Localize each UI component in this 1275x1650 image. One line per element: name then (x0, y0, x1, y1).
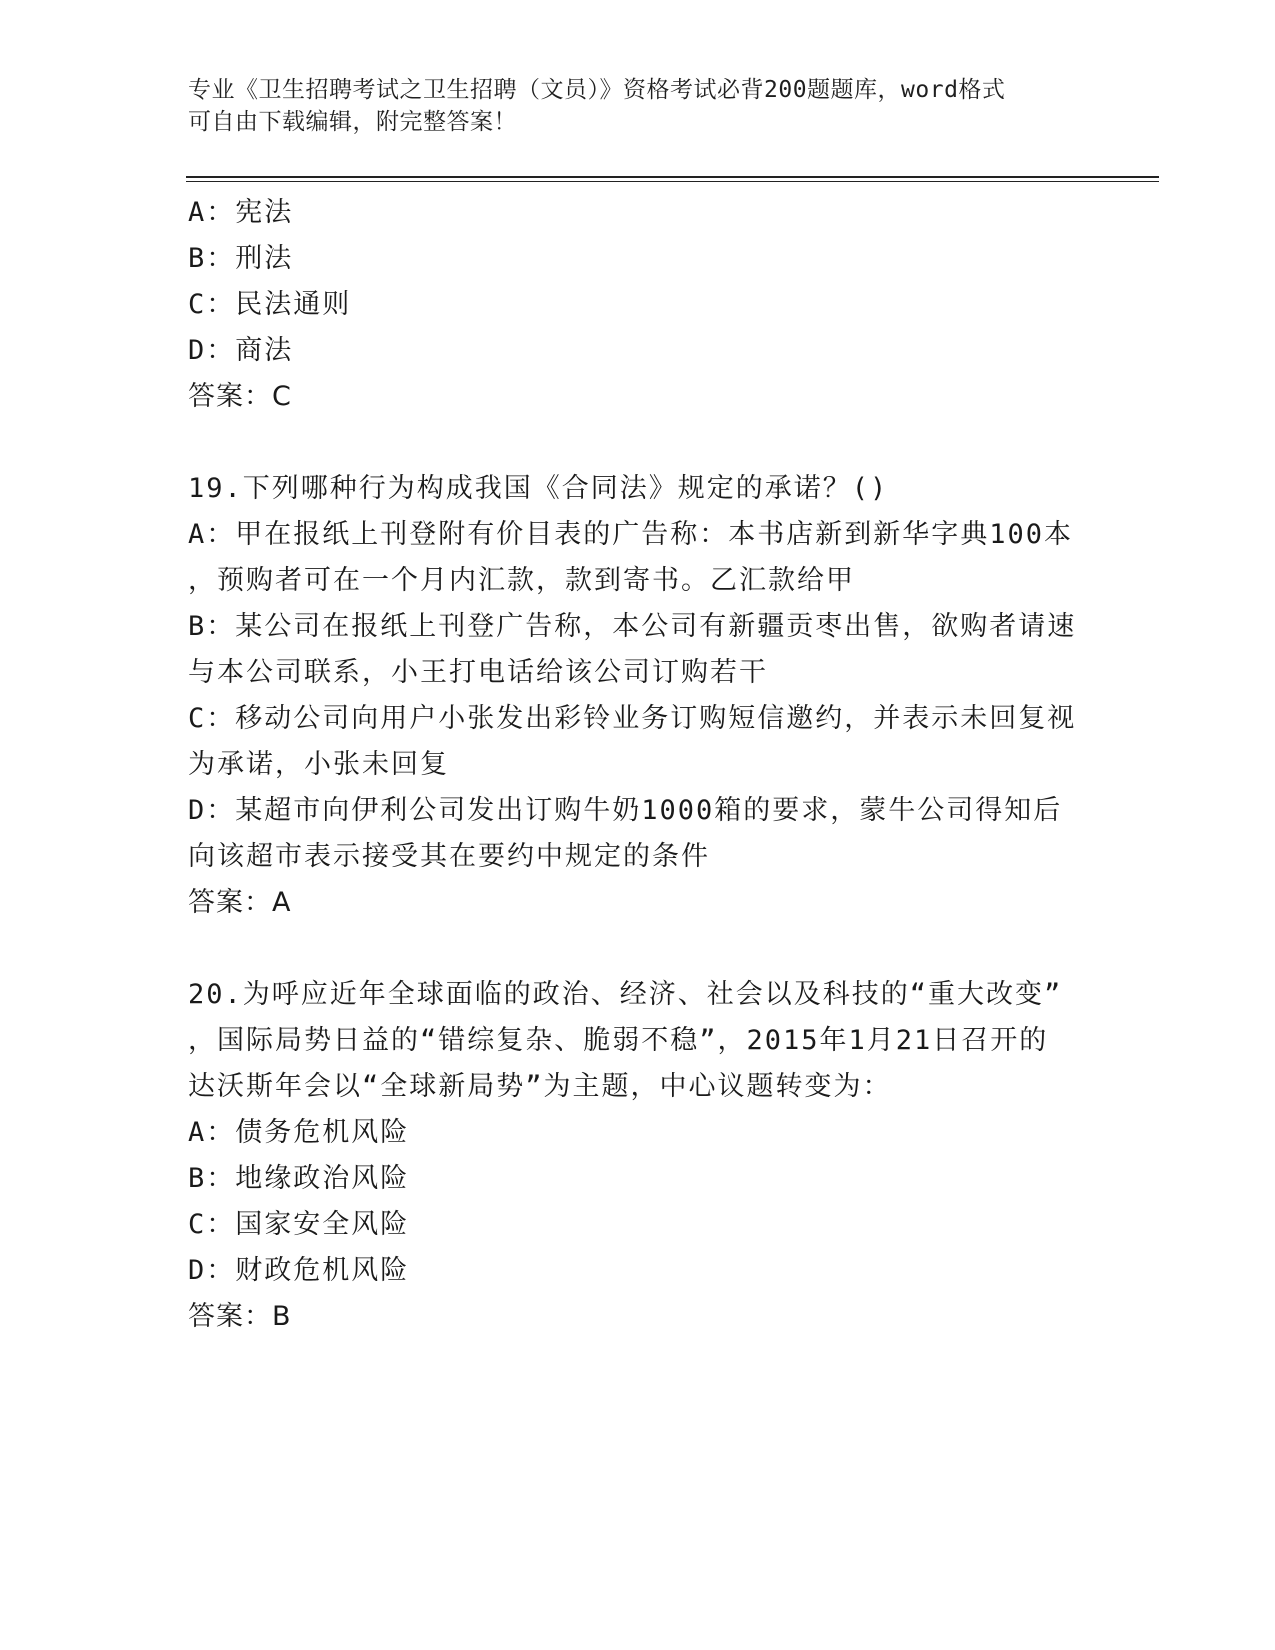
question-18 (188, 190, 1088, 420)
document-body (188, 190, 1088, 1340)
question-text-line-3: 达沃斯年会以“全球新局势”为主题，中心议题转变为： (188, 1071, 892, 1102)
header-line-1: 专业《卫生招聘考试之卫生招聘（文员）》资格考试必背200题题库，word格式 (188, 77, 1006, 103)
answer: 答案：B (188, 1301, 292, 1332)
spacer (188, 926, 1088, 972)
option-a-line-1: A：甲在报纸上刊登附有价目表的广告称：本书店新到新华字典100本 (188, 519, 1074, 550)
option-d-line-1: D：某超市向伊利公司发出订购牛奶1000箱的要求，蒙牛公司得知后 (188, 795, 1063, 826)
option-d-line-2: 向该超市表示接受其在要约中规定的条件 (188, 841, 710, 872)
spacer (188, 420, 1088, 466)
option-c: C：民法通则 (188, 289, 352, 320)
page-header (188, 74, 1088, 138)
option-b-line-1: B：某公司在报纸上刊登广告称，本公司有新疆贡枣出售，欲购者请速 (188, 611, 1077, 642)
option-a: A：宪法 (188, 197, 294, 228)
option-b: B：刑法 (188, 243, 294, 274)
header-divider (186, 176, 1159, 182)
answer: 答案：A (188, 887, 292, 918)
option-c: C：国家安全风险 (188, 1209, 410, 1240)
option-d: D：财政危机风险 (188, 1255, 410, 1286)
question-text-line-1: 20.为呼应近年全球面临的政治、经济、社会以及科技的“重大改变” (188, 979, 1063, 1010)
question-19 (188, 466, 1088, 926)
question-text-line-2: ，国际局势日益的“错综复杂、脆弱不稳”，2015年1月21日召开的 (188, 1025, 1049, 1056)
question-20 (188, 972, 1088, 1340)
option-c-line-1: C：移动公司向用户小张发出彩铃业务订购短信邀约，并表示未回复视 (188, 703, 1077, 734)
question-text: 19.下列哪种行为构成我国《合同法》规定的承诺？() (188, 473, 889, 504)
option-b: B：地缘政治风险 (188, 1163, 410, 1194)
option-d: D：商法 (188, 335, 294, 366)
option-a: A：债务危机风险 (188, 1117, 410, 1148)
option-b-line-2: 与本公司联系，小王打电话给该公司订购若干 (188, 657, 768, 688)
option-a-line-2: ，预购者可在一个月内汇款，款到寄书。乙汇款给甲 (188, 565, 855, 596)
header-line-2: 可自由下载编辑，附完整答案！ (188, 109, 517, 135)
answer: 答案：C (188, 381, 292, 412)
option-c-line-2: 为承诺，小张未回复 (188, 749, 449, 780)
